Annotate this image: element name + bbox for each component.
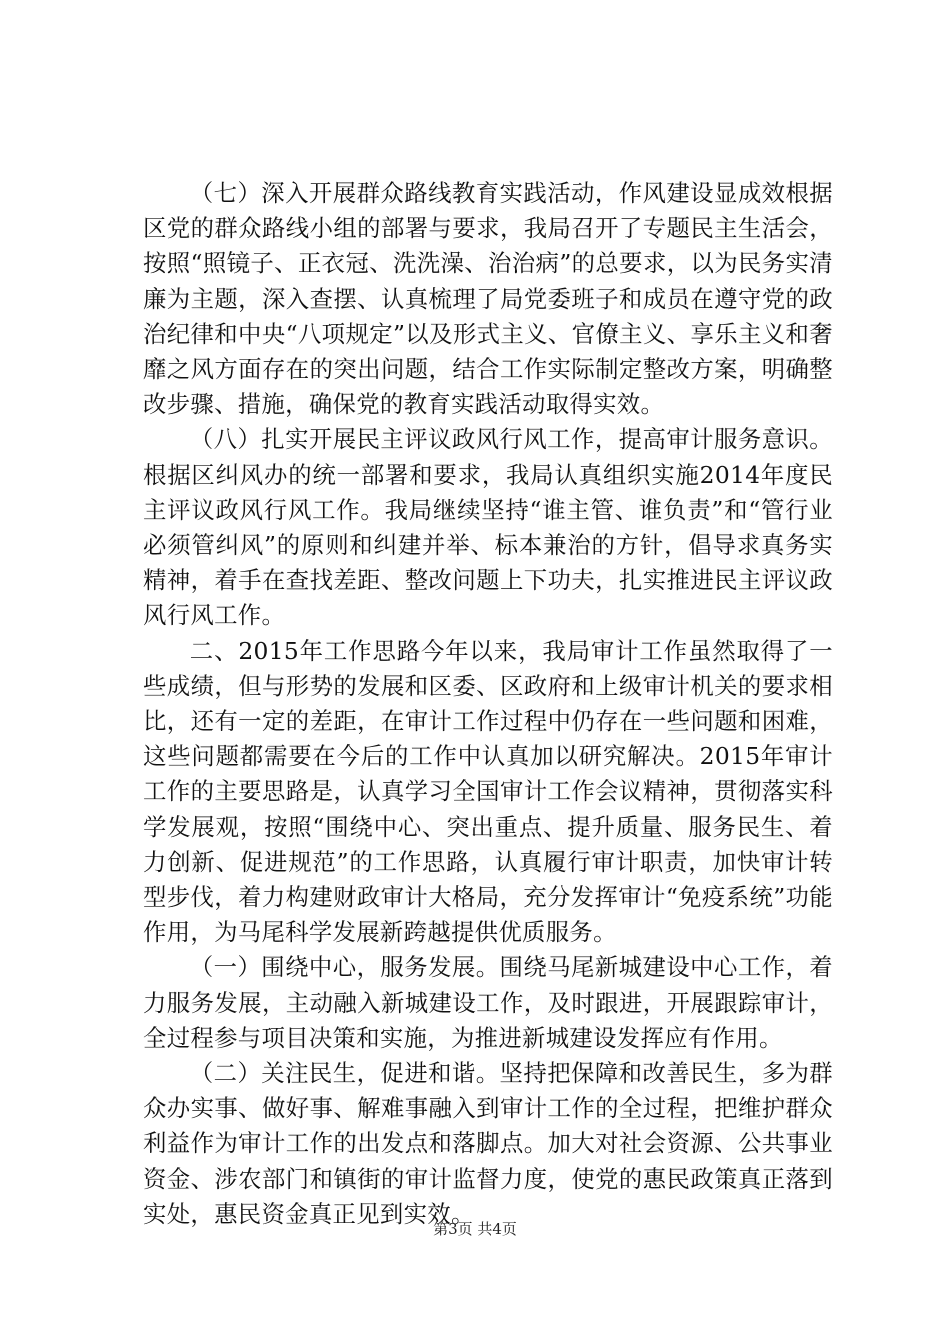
paragraph-section-8: （八）扎实开展民主评议政风行风工作，提高审计服务意识。根据区纠风办的统一部署和要求，我局认真组织实施2014年度民主评议政风行风工作。我局继续坚持“谁主管、谁负责”和“管行业必须管纠风”的原则和纠建并举、标本兼治的方针，倡导求真务实精神，着手在查找差距、整改问题上下功夫，扎实推进民主评议政风行风工作。 [143, 425, 833, 630]
paragraph-section-7: （七）深入开展群众路线教育实践活动，作风建设显成效根据区党的群众路线小组的部署与要求，我局召开了专题民主生活会，按照“照镜子、正衣冠、洗洗澡、治治病”的总要求，以为民务实清廉为主题，深入查摆、认真梳理了局党委班子和成员在遵守党的政治纪律和中央“八项规定”以及形式主义、官僚主义、享乐主义和奢靡之风方面存在的突出问题，结合工作实际制定整改方案，明确整改步骤、措施，确保党的教育实践活动取得实效。 [143, 179, 833, 419]
paragraph-plan-item-1: （一）围绕中心，服务发展。围绕马尾新城建设中心工作，着力服务发展，主动融入新城建设工作，及时跟进，开展跟踪审计，全过程参与项目决策和实施，为推进新城建设发挥应有作用。 [143, 953, 833, 1052]
paragraph-plan-item-2: （二）关注民生，促进和谐。坚持把保障和改善民生，多为群众办实事、做好事、解难事融入到审计工作的全过程，把维护群众利益作为审计工作的出发点和落脚点。加大对社会资源、公共事业资金、涉农部门和镇街的审计监督力度，使党的惠民政策真正落到实处，惠民资金真正见到实效。 [143, 1059, 833, 1228]
paragraph-work-plan-2015: 二、2015年工作思路今年以来，我局审计工作虽然取得了一些成绩，但与形势的发展和区委、区政府和上级审计机关的要求相比，还有一定的差距，在审计工作过程中仍存在一些问题和困难，这些问题都需要在今后的工作中认真加以研究解决。2015年审计工作的主要思路是，认真学习全国审计工作会议精神，贯彻落实科学发展观，按照“围绕中心、突出重点、提升质量、服务民生、着力创新、促进规范”的工作思路，认真履行审计职责，加快审计转型步伐，着力构建财政审计大格局，充分发挥审计“免疫系统”功能作用，为马尾科学发展新跨越提供优质服务。 [143, 636, 833, 947]
page-number-footer: 第3页 共4页 [433, 1220, 517, 1238]
document-body [143, 176, 833, 1232]
